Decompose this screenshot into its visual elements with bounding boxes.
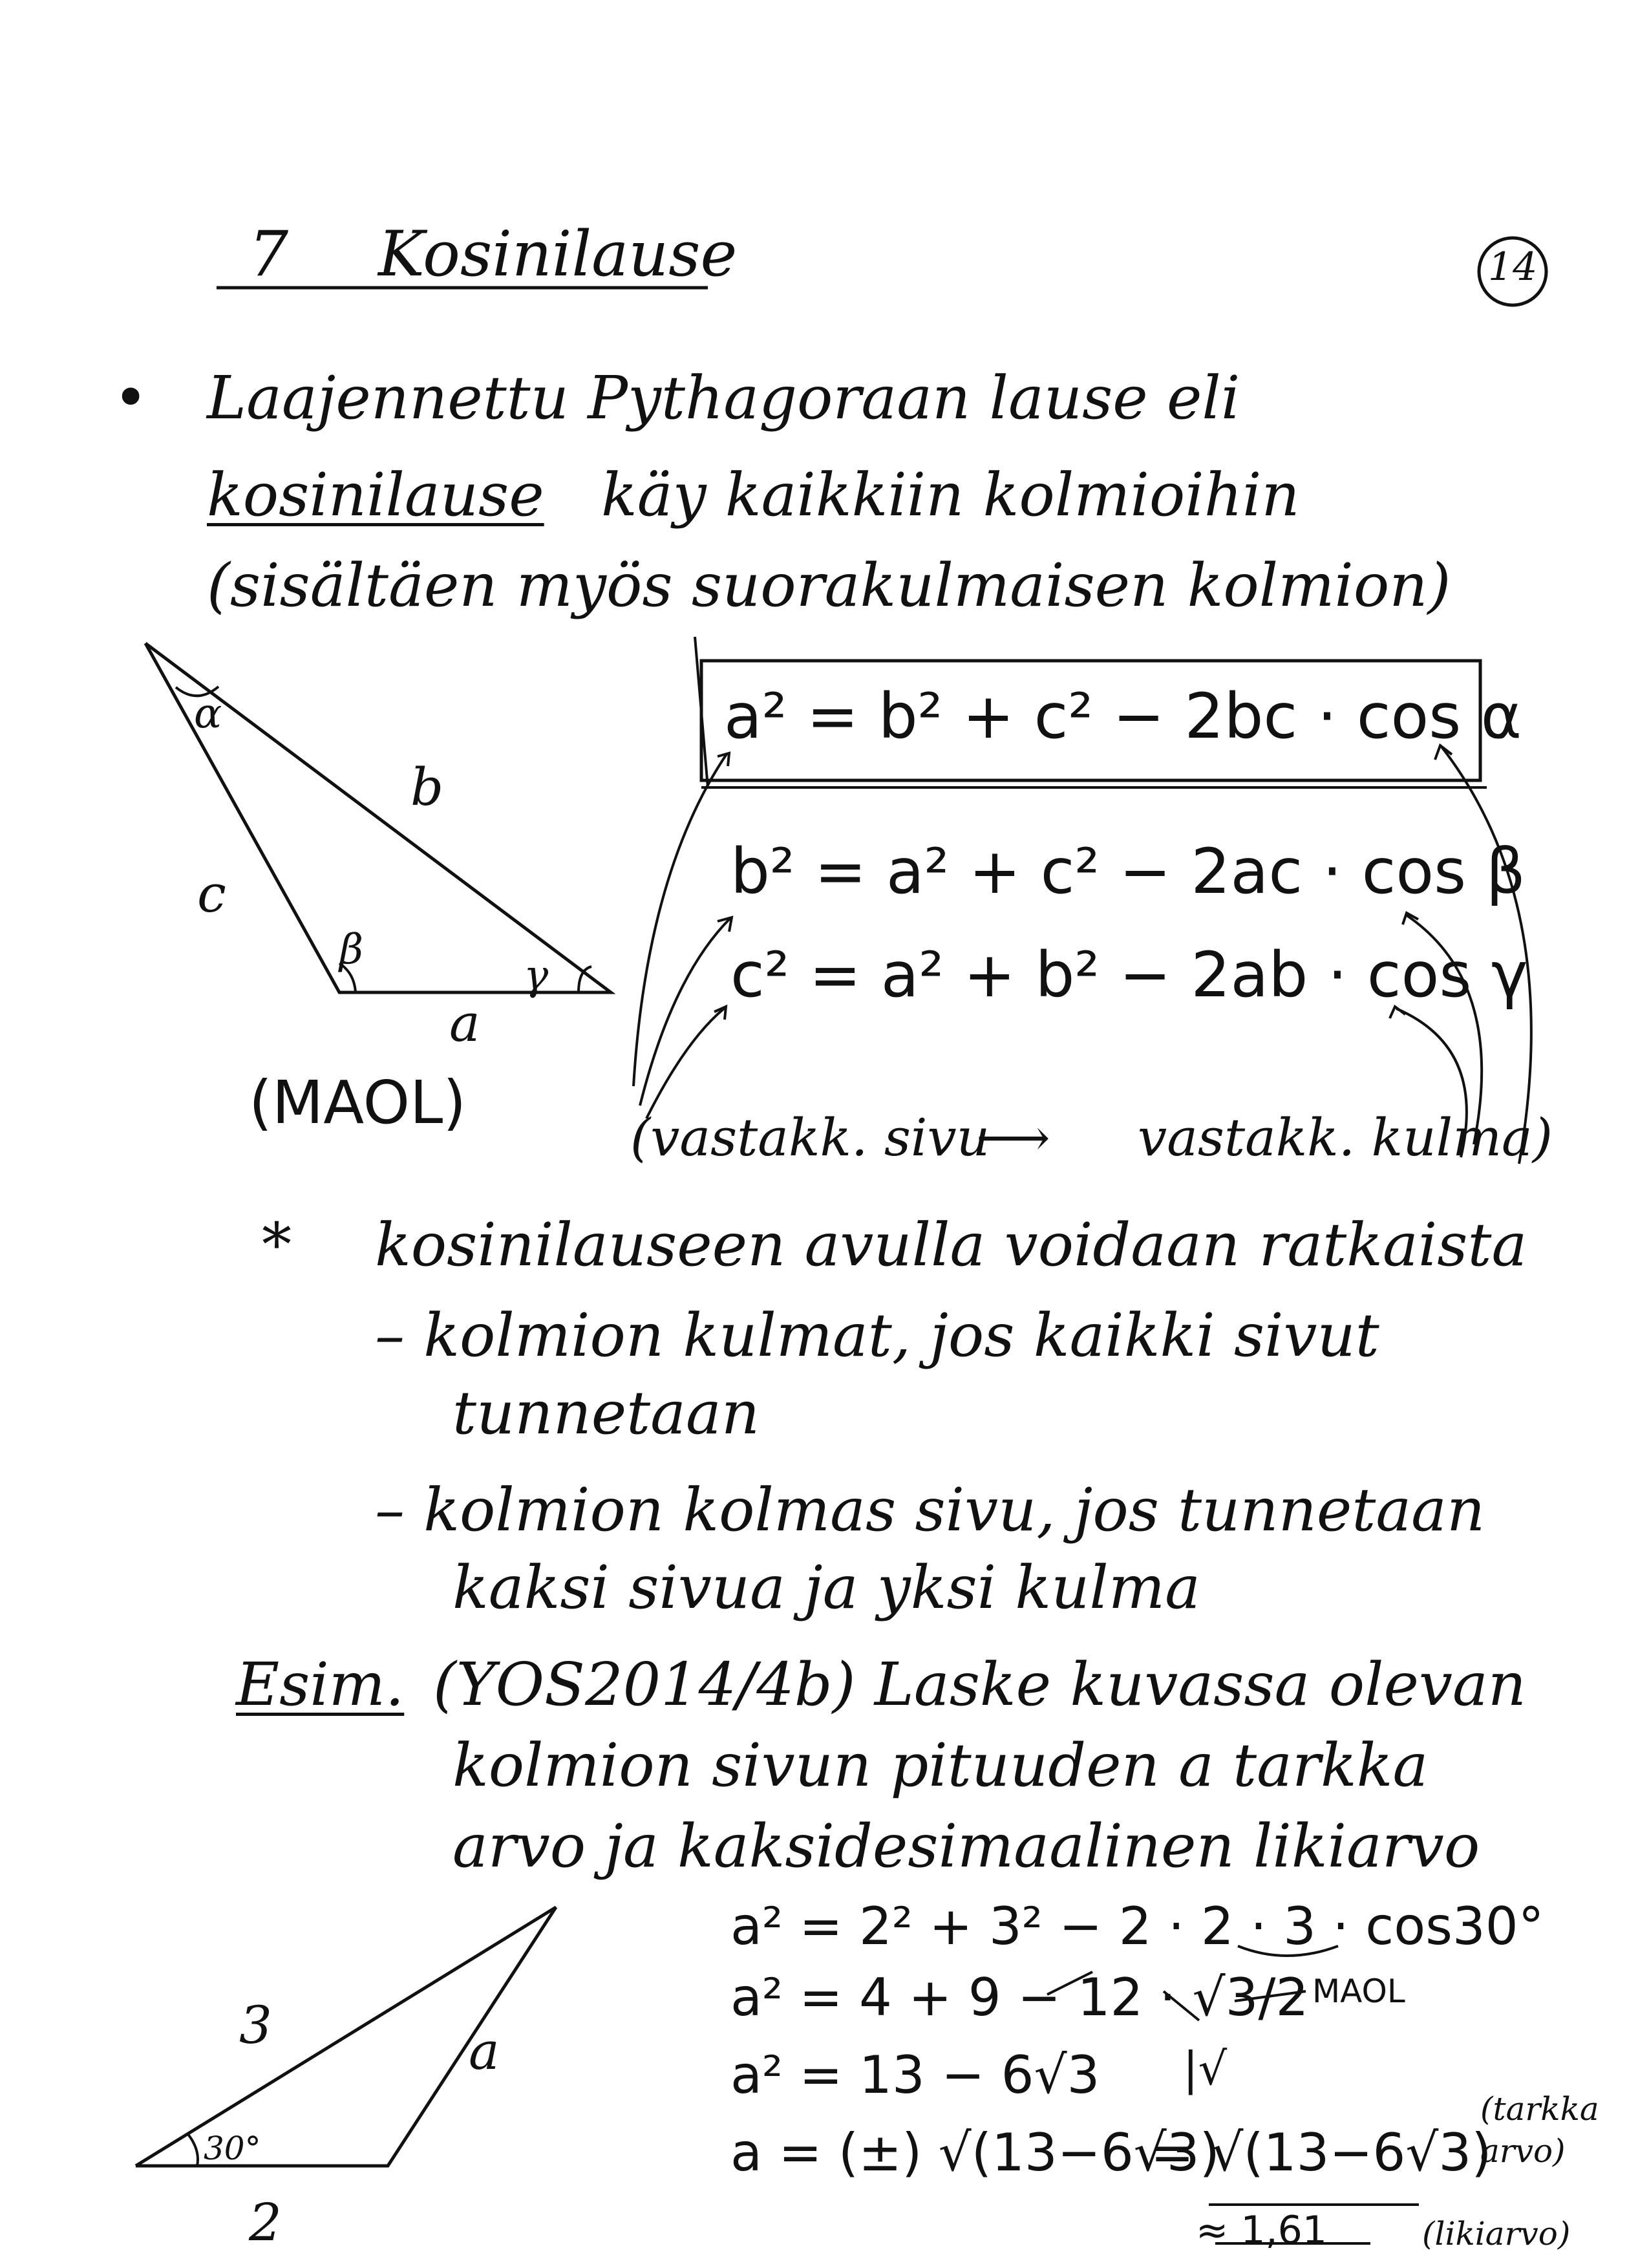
triangle-diagram-1 bbox=[145, 643, 611, 1053]
bullet: • bbox=[113, 363, 149, 433]
correspondence-right: vastakk. kulma) bbox=[1138, 1107, 1553, 1168]
example-line-1: (YOS2014/4b) Laske kuvassa olevan bbox=[433, 1650, 1527, 1719]
label-beta: β bbox=[339, 926, 363, 974]
maol-note: (MAOL) bbox=[249, 1068, 467, 1137]
formula-a: a² = b² + c² − 2bc · cos α bbox=[724, 680, 1522, 753]
solution-step-1: a² = 2² + 3² − 2 · 2 · 3 · cos30° bbox=[730, 1896, 1544, 1956]
chapter-number: 7 bbox=[249, 218, 289, 290]
intro-line-2: käy kaikkiin kolmioihin bbox=[601, 460, 1300, 530]
star: * bbox=[262, 1210, 292, 1279]
solution-approx: ≈ 1,61 bbox=[1196, 2208, 1327, 2253]
correspondence-left: (vastakk. sivu bbox=[630, 1107, 990, 1168]
correspondence-arrow: ⟶ bbox=[976, 1107, 1050, 1168]
label-c: c bbox=[197, 864, 226, 924]
page-number: 14 bbox=[1488, 244, 1538, 290]
angle-30-arc bbox=[187, 2134, 198, 2166]
label-side-a: a bbox=[469, 2021, 500, 2081]
label-2: 2 bbox=[249, 2192, 282, 2252]
solution-step-3: a² = 13 − 6√3 bbox=[730, 2045, 1100, 2105]
label-b: b bbox=[410, 757, 444, 817]
uses-intro: kosinilauseen avulla voidaan ratkaista bbox=[375, 1210, 1527, 1279]
example-line-2: kolmion sivun pituuden a tarkka bbox=[452, 1731, 1429, 1800]
solution-step-2: a² = 4 + 9 − 12 · √3/2 bbox=[730, 1967, 1309, 2027]
uses-item-2-line-1: – kolmion kolmas sivu, jos tunnetaan bbox=[375, 1475, 1485, 1545]
label-a: a bbox=[449, 993, 480, 1053]
label-gamma: γ bbox=[524, 952, 549, 1000]
solution-step-4: a = (±) √(13−6√3) bbox=[730, 2123, 1220, 2183]
label-30: 30° bbox=[204, 2130, 261, 2167]
solution-exact-label: (tarkka arvo) bbox=[1480, 2090, 1599, 2170]
label-3: 3 bbox=[239, 1995, 272, 2055]
formula-c: c² = a² + b² − 2ab · cos γ bbox=[730, 939, 1528, 1011]
example-label: Esim. bbox=[236, 1650, 405, 1719]
intro-term: kosinilause bbox=[207, 460, 544, 530]
solution-approx-label: (likiarvo) bbox=[1422, 2215, 1571, 2252]
solution-maol-note: MAOL bbox=[1312, 1973, 1405, 2010]
formula-b: b² = a² + c² − 2ac · cos β bbox=[730, 835, 1526, 908]
uses-item-2-line-2: kaksi sivua ja yksi kulma bbox=[452, 1553, 1200, 1622]
label-alpha: α bbox=[194, 690, 222, 738]
solution-root-mark: |√ bbox=[1183, 2042, 1228, 2095]
example-line-3: arvo ja kaksidesimaalinen likiarvo bbox=[452, 1812, 1480, 1881]
uses-item-1-line-1: – kolmion kulmat, jos kaikki sivut bbox=[375, 1301, 1379, 1370]
page-title: Kosinilause bbox=[378, 218, 738, 290]
intro-line-1: Laajennettu Pythagoraan lause eli bbox=[207, 363, 1240, 433]
solution-exact: = √(13−6√3) bbox=[1151, 2123, 1492, 2183]
triangle-diagram-2 bbox=[136, 1907, 556, 2252]
uses-item-1-line-2: tunnetaan bbox=[452, 1378, 760, 1448]
intro-line-3: (sisältäen myös suorakulmaisen kolmion) bbox=[207, 551, 1451, 620]
